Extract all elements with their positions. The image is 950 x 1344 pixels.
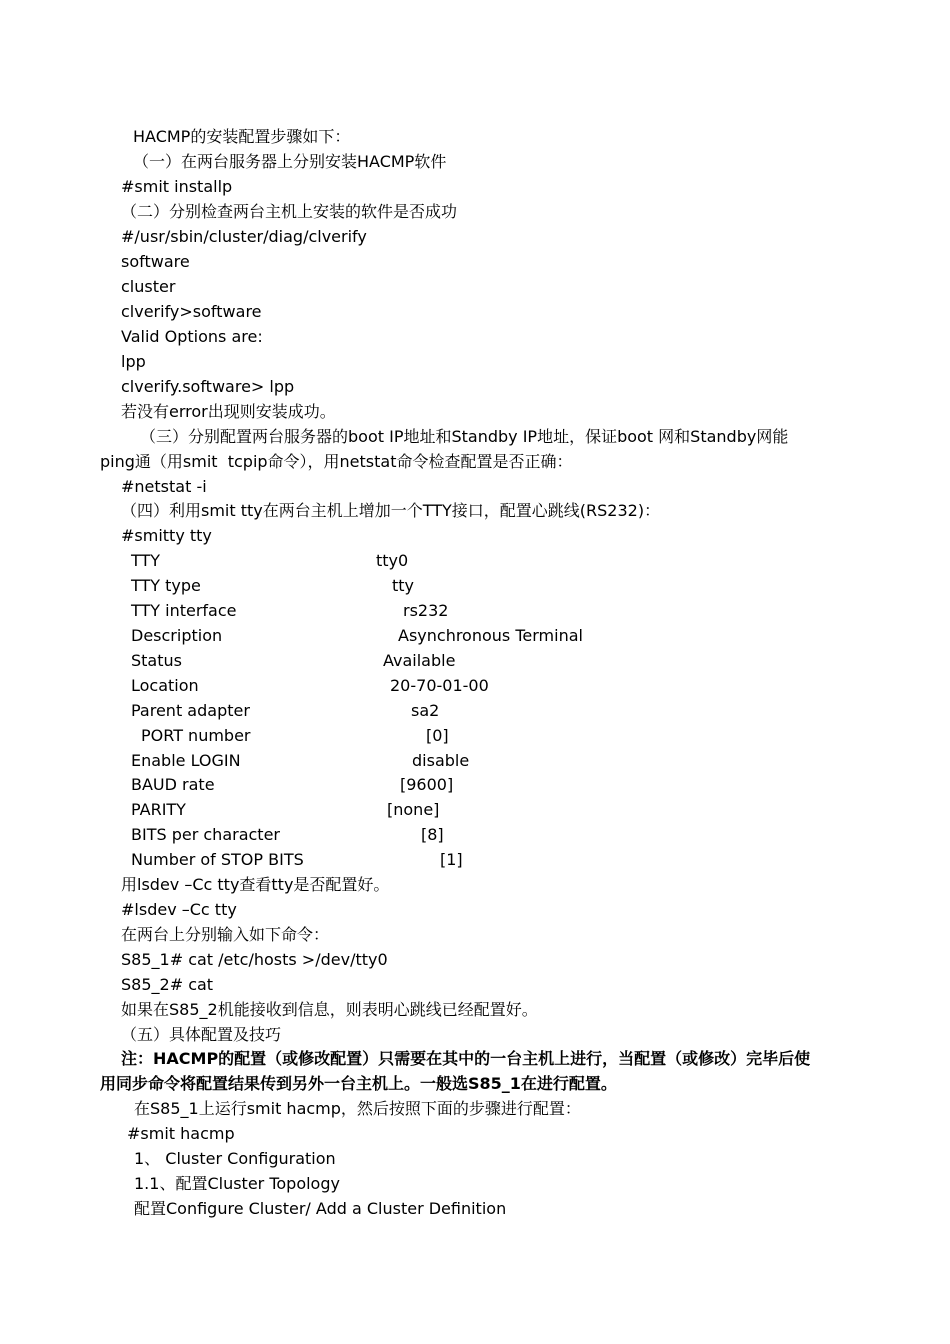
tty-field-value: [9600]: [400, 775, 454, 794]
tty-field-value: sa2: [411, 701, 440, 720]
tty-field-label: PARITY: [131, 800, 186, 819]
step-4-heading: （四）利用smit tty在两台主机上增加一个TTY接口，配置心跳线(RS232)：: [121, 501, 661, 520]
section-item: 配置Configure Cluster/ Add a Cluster Definition: [134, 1199, 507, 1218]
step-1-heading: （一）在两台服务器上分别安装HACMP软件: [133, 152, 447, 171]
tty-field-value: [1]: [440, 850, 463, 869]
tty-field-label: Parent adapter: [131, 701, 250, 720]
tty-field-value: [none]: [387, 800, 440, 819]
bold-note: 注：HACMP的配置（或修改配置）只需要在其中的一台主机上进行，当配置（或修改）完毕后使: [121, 1049, 811, 1068]
command-line: S85_2# cat: [121, 975, 214, 994]
tty-field-value: [8]: [421, 825, 444, 844]
text-line: Valid Options are:: [121, 327, 263, 346]
tty-field-label: Enable LOGIN: [131, 751, 241, 770]
step-5-heading: （五）具体配置及技巧: [121, 1025, 282, 1044]
tty-field-value: disable: [412, 751, 470, 770]
tty-field-label: Status: [131, 651, 182, 670]
text-line: clverify.software> lpp: [121, 377, 295, 396]
tty-field-value: Asynchronous Terminal: [398, 626, 583, 645]
step-3-continued: ping通（用smit tcpip命令），用netstat命令检查配置是否正确：: [100, 452, 573, 471]
tty-field-label: TTY interface: [131, 601, 237, 620]
tty-field-label: Description: [131, 626, 223, 645]
text-line: lpp: [121, 352, 146, 371]
doc-title: HACMP的安装配置步骤如下：: [133, 127, 351, 146]
text-line: 在S85_1上运行smit hacmp，然后按照下面的步骤进行配置：: [134, 1099, 581, 1118]
tty-field-label: Location: [131, 676, 199, 695]
tty-field-label: PORT number: [141, 726, 251, 745]
step-3-heading: （三）分别配置两台服务器的boot IP地址和Standby IP地址，保证boot 网和Standby网能: [140, 427, 789, 446]
command-line: S85_1# cat /etc/hosts >/dev/tty0: [121, 950, 388, 969]
command-line: #netstat -i: [121, 477, 207, 496]
tty-field-label: BAUD rate: [131, 775, 215, 794]
command-line: #/usr/sbin/cluster/diag/clverify: [121, 227, 367, 246]
text-line: clverify>software: [121, 302, 262, 321]
tty-field-label: TTY type: [131, 576, 201, 595]
tty-field-label: BITS per character: [131, 825, 280, 844]
step-2-heading: （二）分别检查两台主机上安装的软件是否成功: [121, 202, 458, 221]
command-line: #smit installp: [121, 177, 233, 196]
text-line: 若没有error出现则安装成功。: [121, 402, 336, 421]
tty-field-value: tty0: [376, 551, 409, 570]
text-line: 用lsdev –Cc tty查看tty是否配置好。: [121, 875, 390, 894]
section-item: 1.1、配置Cluster Topology: [134, 1174, 340, 1193]
text-line: software: [121, 252, 190, 271]
command-line: #lsdev –Cc tty: [121, 900, 237, 919]
command-line: #smit hacmp: [127, 1124, 235, 1143]
tty-field-value: rs232: [403, 601, 449, 620]
section-item: 1、 Cluster Configuration: [134, 1149, 336, 1168]
tty-field-value: 20-70-01-00: [390, 676, 489, 695]
tty-field-label: Number of STOP BITS: [131, 850, 304, 869]
command-line: #smitty tty: [121, 526, 212, 545]
tty-field-value: Available: [383, 651, 456, 670]
tty-field-value: tty: [392, 576, 415, 595]
text-line: cluster: [121, 277, 176, 296]
tty-field-label: TTY: [131, 551, 161, 570]
text-line: 在两台上分别输入如下命令：: [121, 925, 330, 944]
text-line: 如果在S85_2机能接收到信息，则表明心跳线已经配置好。: [121, 1000, 538, 1019]
bold-note-continued: 用同步命令将配置结果传到另外一台主机上。一般选S85_1在进行配置。: [100, 1074, 617, 1093]
tty-field-value: [0]: [426, 726, 449, 745]
